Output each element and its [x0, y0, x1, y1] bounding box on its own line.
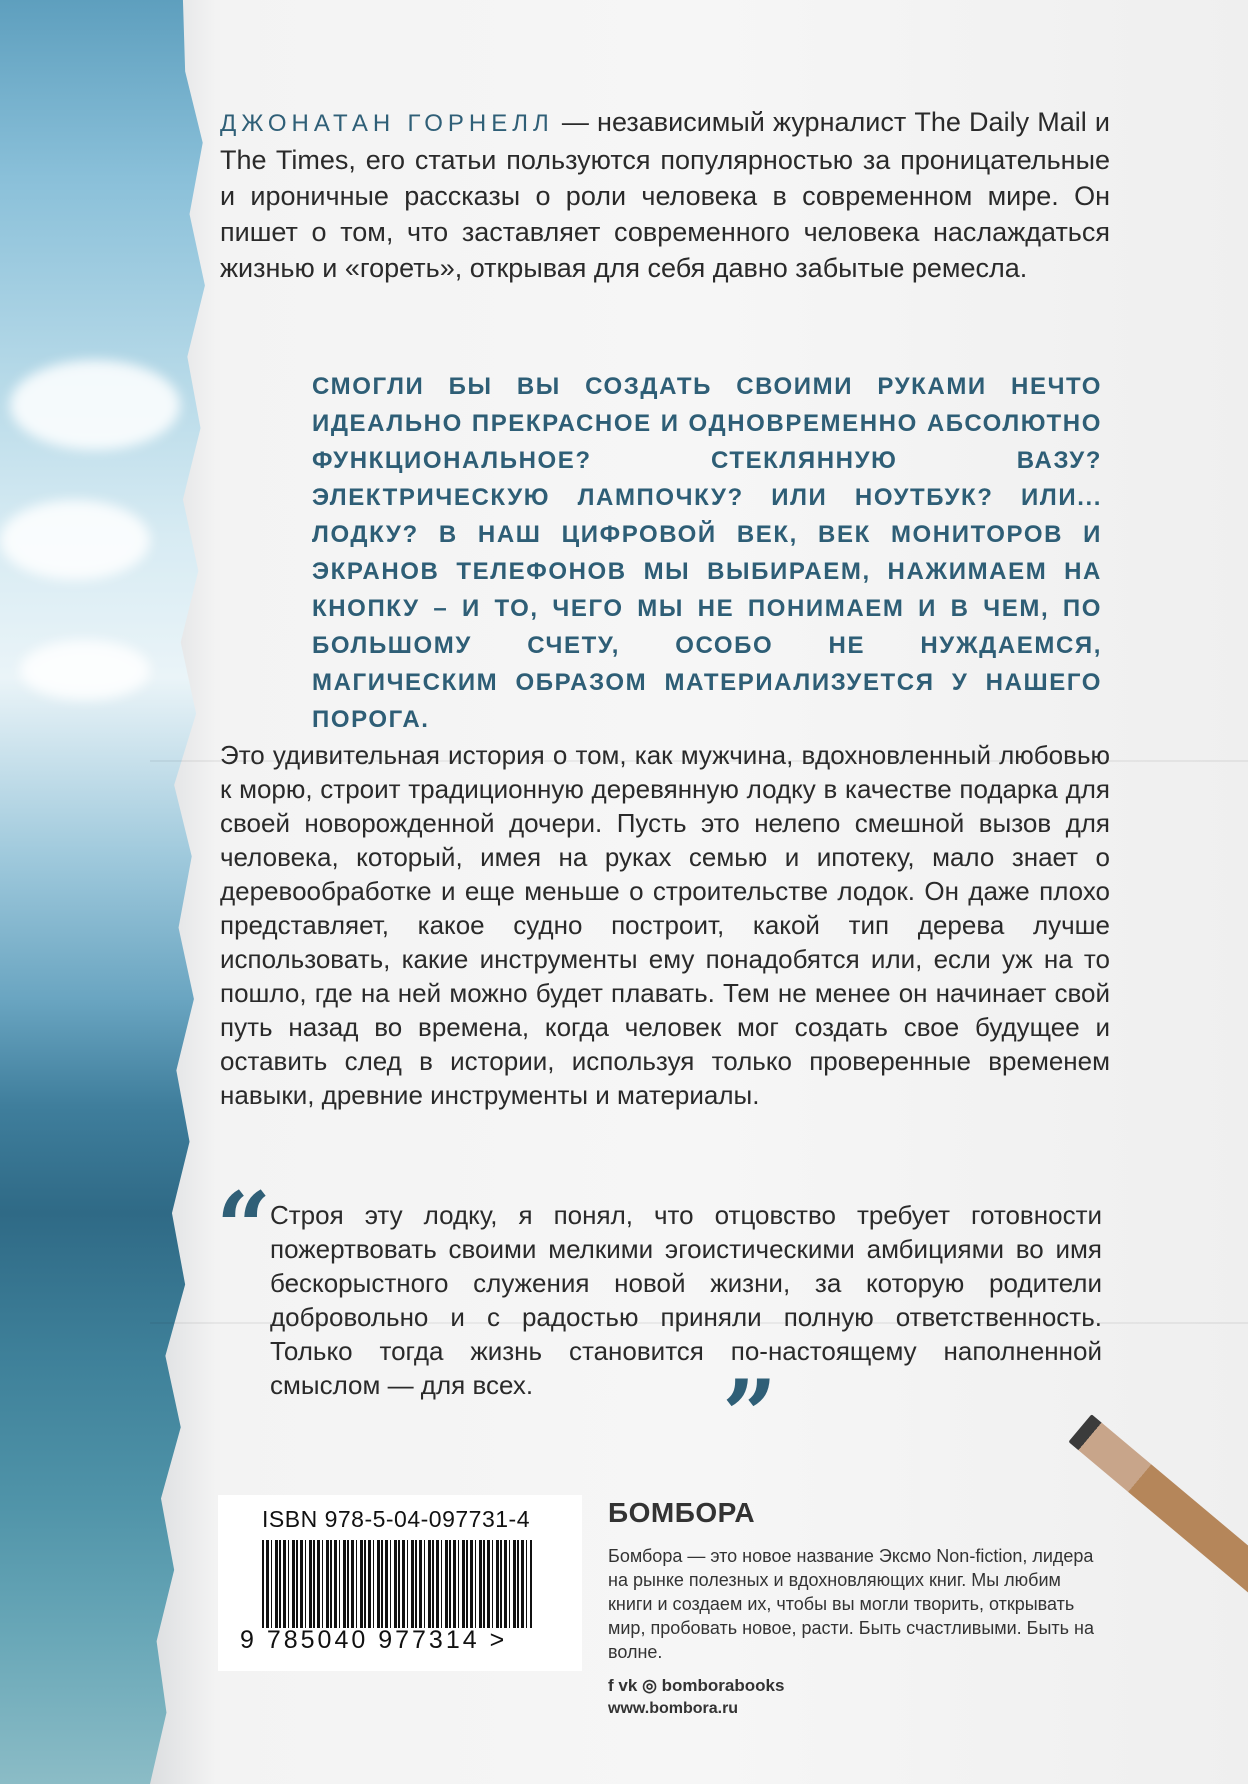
isbn-digits: 9 785040 977314 > [240, 1626, 508, 1654]
facebook-icon: f [608, 1676, 614, 1695]
book-description: Это удивительная история о том, как мужчина, вдохновленный любовью к морю, строит традиционную деревянную лодку в качестве подарка для своей новорожденной дочери. Пусть это нелепо смешной вызов для человека, который, имея на руках семью и ипотеку, мало знает о деревообработке и еще меньше о строительстве лодок. Он даже плохо представляет, какое судно построит, какой тип дерева лучше использовать, какие инструменты ему понадобятся или, если уж на то пошло, где на ней можно будет плавать. Тем не менее он начинает свой путь назад во времена, когда человек мог создать свое будущее и оставить след в истории, используя только проверенные временем навыки, древние инструменты и материалы. [220, 740, 1110, 1110]
instagram-icon: ◎ [642, 1676, 657, 1695]
barcode-bars [262, 1540, 532, 1628]
cloud [0, 500, 150, 580]
social-handle: bomborabooks [661, 1676, 785, 1695]
publisher-about: Бомбора — это новое название Эксмо Non-fiction, лидера на рынке полезных и вдохновляющих книг. Мы любим книги и создаем их, чтобы вы могли творить, открывать мир, пробовать новое, расти. Быть счастливыми. Быть на волне. [608, 1546, 1095, 1662]
social-links [608, 1676, 784, 1696]
publisher-logo: БОМБОРА [608, 1497, 756, 1528]
open-quote-icon: “ [216, 1171, 272, 1284]
close-quote-icon: ” [722, 1359, 778, 1472]
isbn-label: ISBN 978-5-04-097731-4 [262, 1506, 530, 1532]
highlight-question: СМОГЛИ БЫ ВЫ СОЗДАТЬ СВОИМИ РУКАМИ НЕЧТО ИДЕАЛЬНО ПРЕКРАСНОЕ И ОДНОВРЕМЕННО АБСОЛЮТНО ФУНКЦИОНАЛЬНОЕ? СТЕКЛЯННУЮ ВАЗУ? ЭЛЕКТРИЧЕСКУЮ ЛАМПОЧКУ? ИЛИ НОУТБУК? ИЛИ... ЛОДКУ? В НАШ ЦИФРОВОЙ ВЕК, ВЕК МОНИТОРОВ И ЭКРАНОВ ТЕЛЕФОНОВ МЫ ВЫБИРАЕМ, НАЖИМАЕМ НА КНОПКУ – И ТО, ЧЕГО МЫ НЕ ПОНИМАЕМ И В ЧЕМ, ПО БОЛЬШОМУ СЧЕТУ, ОСОБО НЕ НУЖДАЕМСЯ, МАГИЧЕСКИМ ОБРАЗОМ МАТЕРИАЛИЗУЕТСЯ У НАШЕГО ПОРОГА. [312, 373, 1102, 733]
vk-icon: vk [618, 1676, 638, 1695]
author-quote: Строя эту лодку, я понял, что отцовство требует готовности пожертвовать своими мелкими эгоистическими амбициями во имя бескорыстного служения новой жизни, за которую родители добровольно и с радостью приняли полную ответственность. Только тогда жизнь становится по-настоящему наполненной смыслом — для всех. [270, 1200, 1102, 1400]
author-bio-text: — независимый журналист The Daily Mail и The Times, его статьи пользуются популярностью за проницательные и ироничные рассказы о роли человека в современном мире. Он пишет о том, что заставляет современного человека наслаждаться жизнью и «гореть», открывая для себя давно забытые ремесла. [220, 107, 1110, 283]
cloud [20, 640, 150, 700]
cloud [10, 360, 180, 450]
website: www.bombora.ru [608, 1700, 739, 1717]
author-bio [220, 104, 1110, 286]
author-name: ДЖОНАТАН ГОРНЕЛЛ [220, 110, 554, 137]
